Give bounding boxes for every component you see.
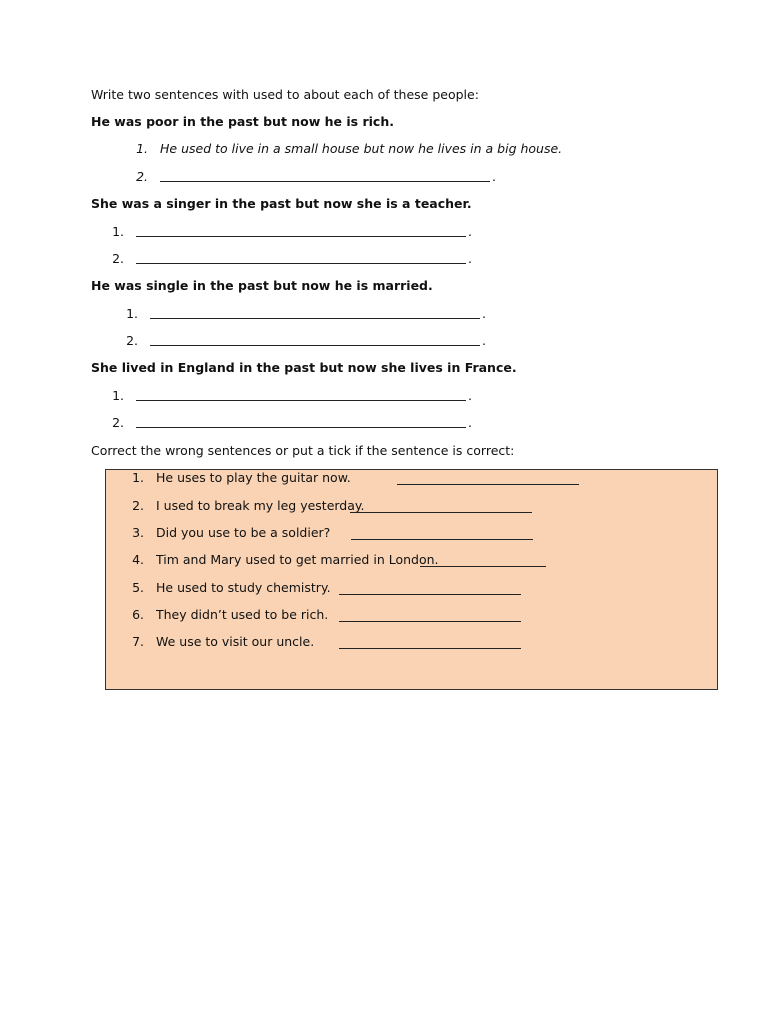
correction-3-answer-line[interactable] (351, 539, 533, 540)
line-end-period: . (468, 388, 472, 403)
section-3-heading: He was single in the past but now he is married. (91, 278, 433, 293)
answer-line-s2-1[interactable] (136, 236, 466, 237)
correction-4-number: 4. (132, 552, 144, 567)
correction-3-number: 3. (132, 525, 144, 540)
section-1-example-sentence: He used to live in a small house but now he lives in a big house. (160, 141, 563, 156)
correction-1-sentence: He uses to play the guitar now. (156, 470, 351, 485)
answer-line-s4-2[interactable] (136, 427, 466, 428)
answer-line-s1-2[interactable] (160, 181, 490, 182)
answer-line-s3-2[interactable] (150, 345, 480, 346)
section-2-item-2-number: 2. (112, 251, 124, 266)
correction-2-answer-line[interactable] (350, 512, 532, 513)
correction-2-number: 2. (132, 498, 144, 513)
correction-1-answer-line[interactable] (397, 484, 579, 485)
answer-line-s3-1[interactable] (150, 318, 480, 319)
correction-4-sentence: Tim and Mary used to get married in London. (156, 552, 439, 567)
answer-line-s2-2[interactable] (136, 263, 466, 264)
correction-7-number: 7. (132, 634, 144, 649)
correction-5-answer-line[interactable] (339, 594, 521, 595)
correction-2-sentence: I used to break my leg yesterday. (156, 498, 365, 513)
answer-line-s4-1[interactable] (136, 400, 466, 401)
line-end-period: . (468, 224, 472, 239)
instruction-correct-sentences: Correct the wrong sentences or put a tick if the sentence is correct: (91, 443, 515, 458)
correction-6-answer-line[interactable] (339, 621, 521, 622)
section-1-item-2-number: 2. (136, 169, 148, 184)
line-end-period: . (482, 333, 486, 348)
section-2-heading: She was a singer in the past but now she is a teacher. (91, 196, 472, 211)
correction-7-answer-line[interactable] (339, 648, 521, 649)
correction-1-number: 1. (132, 470, 144, 485)
section-4-item-2-number: 2. (112, 415, 124, 430)
section-3-item-1-number: 1. (126, 306, 138, 321)
correction-5-number: 5. (132, 580, 144, 595)
line-end-period: . (492, 169, 496, 184)
line-end-period: . (468, 251, 472, 266)
section-4-item-1-number: 1. (112, 388, 124, 403)
section-4-heading: She lived in England in the past but now she lives in France. (91, 360, 517, 375)
section-2-item-1-number: 1. (112, 224, 124, 239)
section-3-item-2-number: 2. (126, 333, 138, 348)
correction-6-number: 6. (132, 607, 144, 622)
instruction-write-sentences: Write two sentences with used to about each of these people: (91, 87, 479, 102)
line-end-period: . (468, 415, 472, 430)
correction-5-sentence: He used to study chemistry. (156, 580, 331, 595)
section-1-heading: He was poor in the past but now he is rich. (91, 114, 394, 129)
line-end-period: . (482, 306, 486, 321)
correction-6-sentence: They didn’t used to be rich. (156, 607, 329, 622)
section-1-item-1-number: 1. (136, 141, 148, 156)
correction-7-sentence: We use to visit our uncle. (156, 634, 315, 649)
correction-4-answer-line[interactable] (420, 566, 546, 567)
correction-3-sentence: Did you use to be a soldier? (156, 525, 331, 540)
